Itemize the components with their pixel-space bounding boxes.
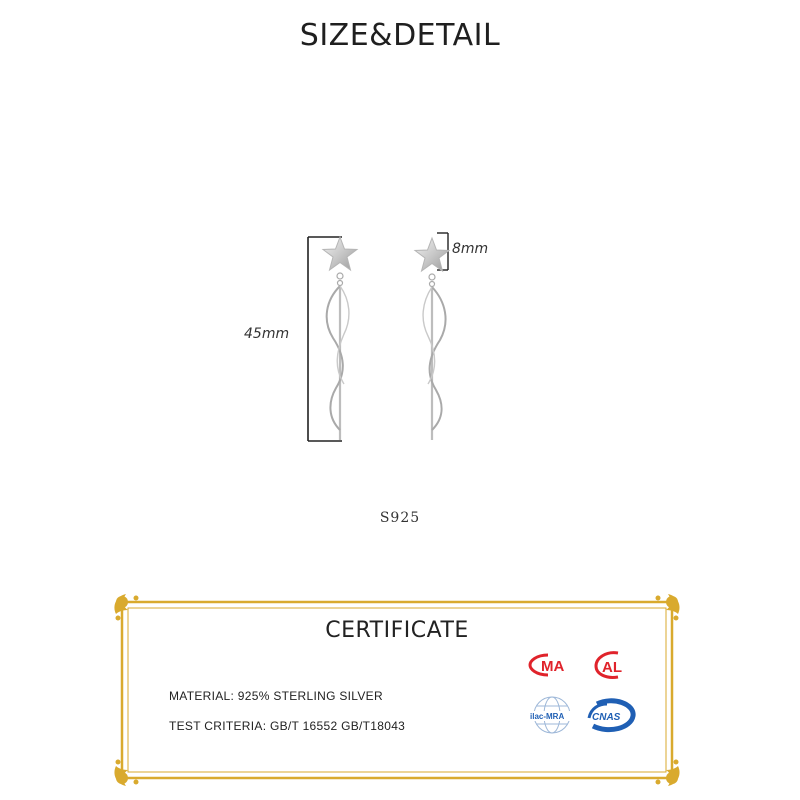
- total-length-bracket: [308, 237, 342, 441]
- star-stud-icon: [415, 238, 449, 271]
- ilac-logo-text: ilac-MRA: [530, 712, 565, 721]
- cnas-logo-icon: [583, 698, 639, 734]
- star-stud-icon: [323, 237, 357, 270]
- certificate-material-line: MATERIAL: 925% STERLING SILVER: [169, 689, 383, 703]
- cal-logo-icon: [588, 648, 640, 682]
- frame-corner-top-right: [656, 594, 680, 621]
- cnas-logo-text: CNAS: [592, 712, 621, 723]
- total-length-label: 45mm: [244, 326, 290, 342]
- certificate-title: CERTIFICATE: [325, 618, 469, 643]
- star-size-label: 8mm: [452, 241, 489, 257]
- ilac-mra-logo-icon: [527, 694, 577, 736]
- frame-corner-top-left: [114, 594, 138, 621]
- right-earring: [415, 238, 449, 440]
- cma-logo-icon: [528, 651, 580, 679]
- frame-corner-bottom-right: [656, 760, 680, 787]
- page-title: SIZE&DETAIL: [299, 18, 501, 53]
- certificate-test-line: TEST CRITERIA: GB/T 16552 GB/T18043: [169, 719, 406, 733]
- left-earring: [323, 237, 357, 440]
- frame-corner-bottom-left: [114, 760, 138, 787]
- cal-logo-text: AL: [602, 659, 622, 676]
- material-code: S925: [379, 510, 421, 526]
- cma-logo-text: MA: [541, 658, 565, 675]
